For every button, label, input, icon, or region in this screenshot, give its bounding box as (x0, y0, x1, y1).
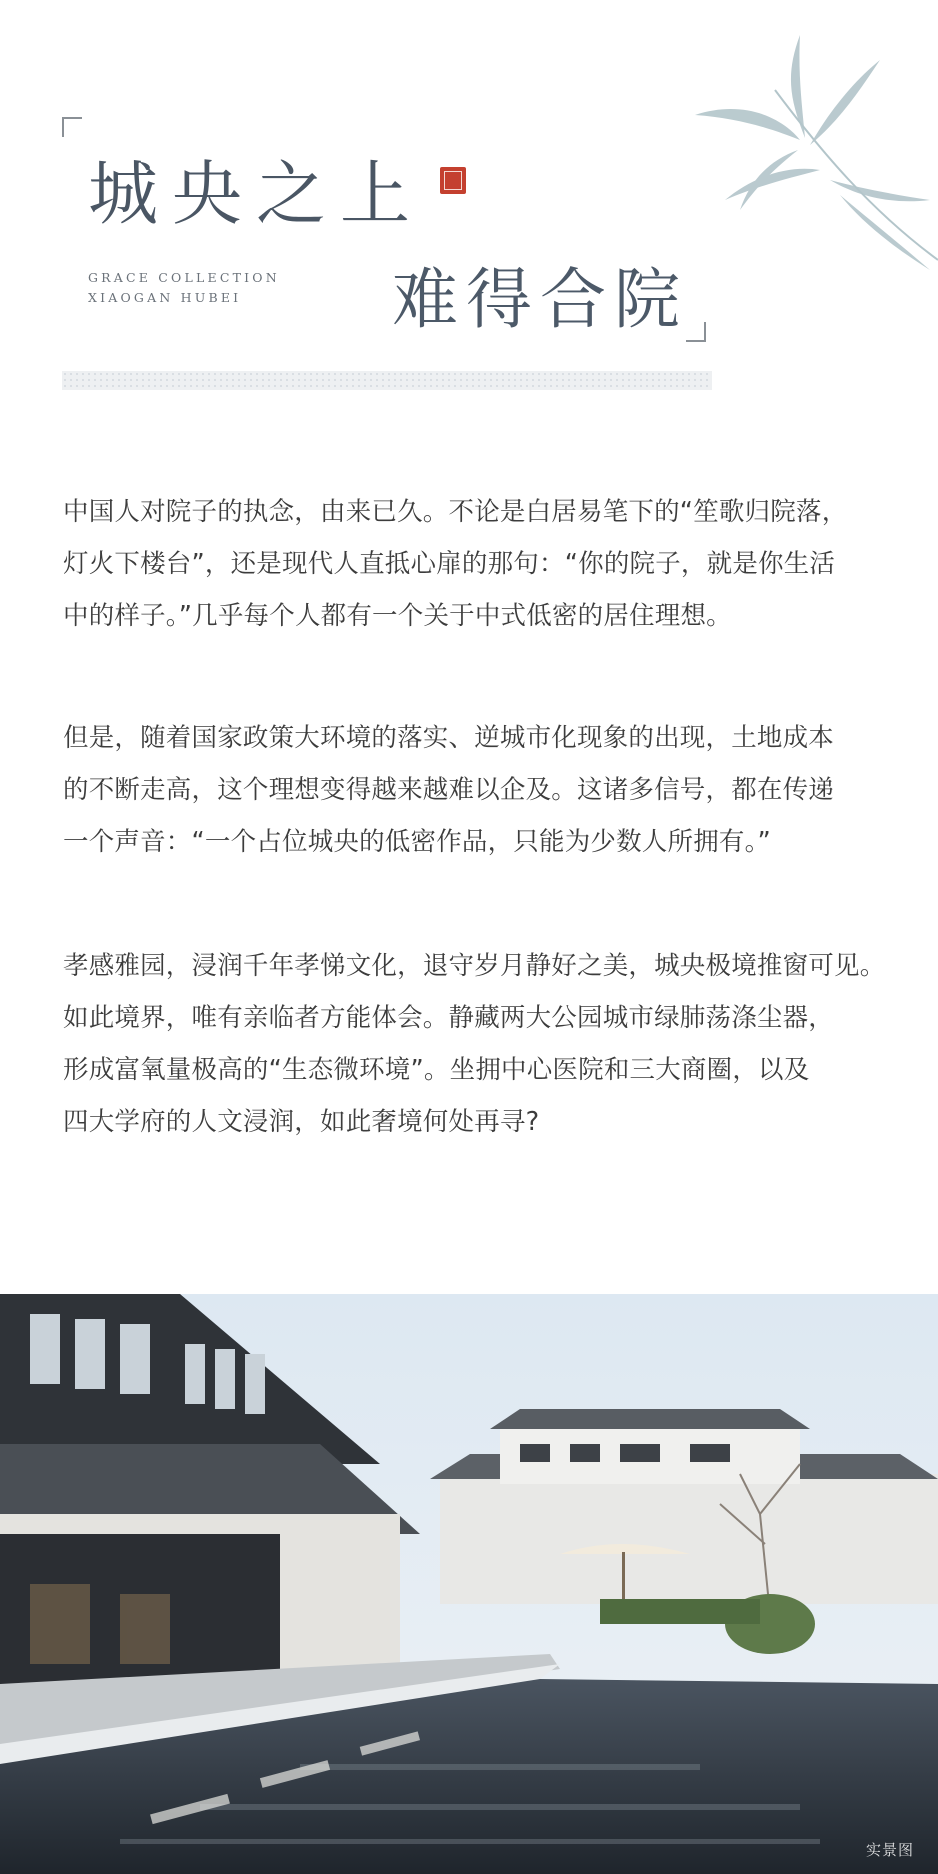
corner-bracket-top-left (62, 117, 82, 137)
paragraph-1-line: 中国人对院子的执念，由来已久。不论是白居易笔下的“笙歌归院落， (63, 497, 848, 527)
paragraph-3-line: 如此境界，唯有亲临者方能体会。静藏两大公园城市绿肺荡涤尘器， (63, 1003, 835, 1033)
english-line-1: GRACE COLLECTION (88, 270, 280, 285)
paragraph-3-line: 孝感雅园，浸润千年孝悌文化，退守岁月静好之美，城央极境推窗可见。 (63, 951, 886, 981)
paragraph-2-line: 但是，随着国家政策大环境的落实、逆城市化现象的出现，土地成本 (63, 723, 835, 753)
paragraph-2-line: 的不断走高，这个理想变得越来越难以企及。这诸多信号，都在传递 (63, 775, 835, 805)
corner-bracket-bottom-right (686, 322, 706, 342)
bamboo-leaves-icon (680, 20, 938, 280)
page-subtitle: 难得合院 (392, 261, 688, 338)
paragraph-2 (63, 712, 881, 868)
paragraph-1-line: 灯火下楼台”，还是现代人直抵心扉的那句：“你的院子，就是你生活 (63, 549, 836, 579)
photo-caption: 实景图 (865, 1841, 914, 1859)
paragraph-2-line: 一个声音：“一个占位城央的低密作品，只能为少数人所拥有。” (63, 827, 771, 857)
paragraph-1 (63, 486, 881, 642)
english-line-2: XIAOGAN HUBEI (88, 290, 242, 305)
paragraph-3-line: 形成富氧量极高的“生态微环境”。坐拥中心医院和三大商圈，以及 (63, 1055, 810, 1085)
courtyard-photo (0, 1294, 938, 1874)
red-seal-stamp (440, 167, 466, 194)
decorative-pattern-bar (62, 371, 712, 390)
paragraph-3-line: 四大学府的人文浸润，如此奢境何处再寻? (63, 1107, 540, 1137)
paragraph-1-line: 中的样子。”几乎每个人都有一个关于中式低密的居住理想。 (63, 601, 732, 631)
paragraph-3 (63, 940, 886, 1148)
page-title: 城央之上 (88, 153, 424, 235)
english-subtitle (88, 268, 280, 308)
